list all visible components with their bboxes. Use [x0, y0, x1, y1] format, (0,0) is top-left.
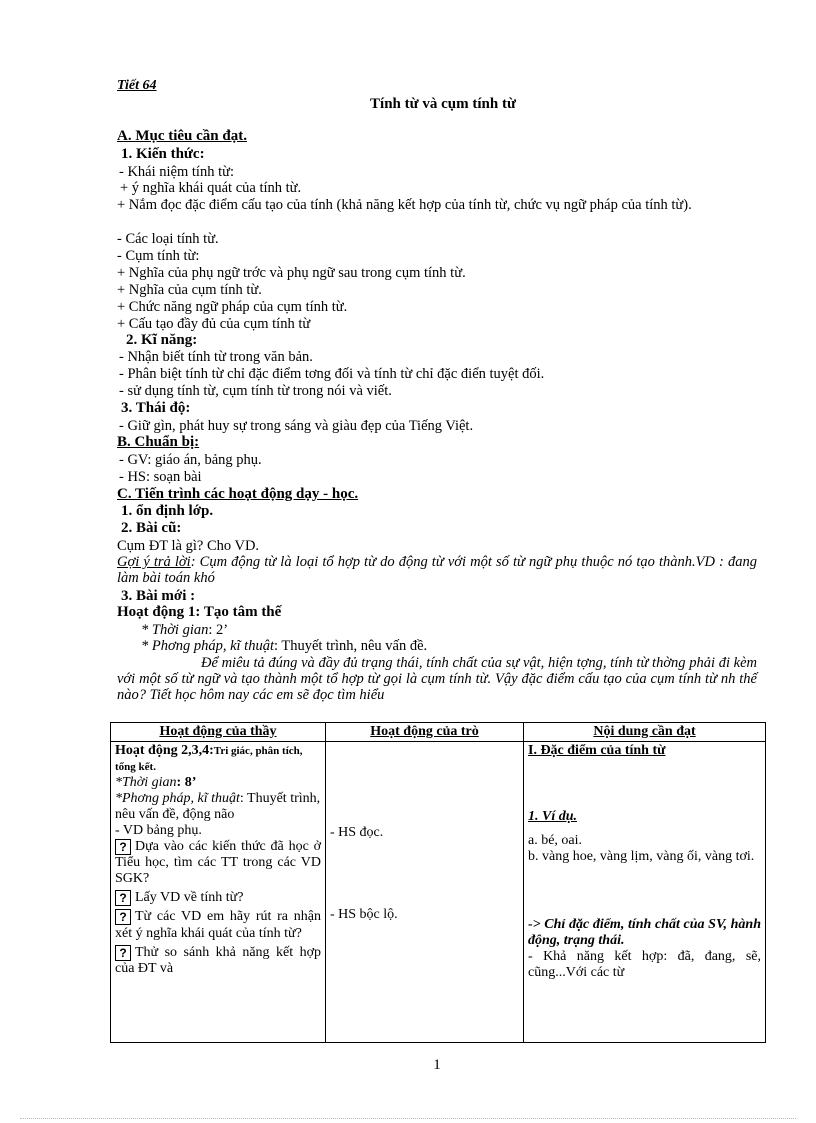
- activity-1-method: [141, 638, 427, 654]
- section-b-heading: B. Chuẩn bị:: [117, 434, 200, 450]
- method-label: * Phơng pháp, kĩ thuật: [141, 638, 274, 654]
- question-icon: ?: [115, 945, 131, 961]
- method-value: : Thuyết trình, nêu vấn đề, động não: [115, 791, 321, 822]
- question-text: Lấy VD về tính từ?: [135, 890, 244, 906]
- example-b: b. vàng hoe, vàng lịm, vàng ối, vàng tơi.: [528, 849, 755, 864]
- skills-heading: 2. Kĩ năng:: [126, 332, 198, 348]
- section-c-heading: C. Tiến trình các hoạt động dạy - học.: [117, 486, 359, 502]
- teacher-method: [115, 791, 321, 823]
- preparation-line: - GV: giáo án, bảng phụ.: [119, 452, 262, 468]
- activity-steps: Tri giác, phân tích, tổng kết.: [115, 745, 303, 773]
- knowledge-line: + Nắm đọc đặc điểm cấu tạo của tính (khả năng kết hợp của tính từ, chức vụ ngữ pháp của tính từ).: [117, 197, 692, 213]
- step-3: 3. Bài mới :: [121, 588, 196, 604]
- skills-line: - sử dụng tính từ, cụm tính từ trong nói và viết.: [119, 383, 392, 399]
- example-heading: 1. Ví dụ.: [528, 809, 578, 824]
- intro-paragraph: Để miêu tả đúng và đầy đủ trạng thái, tính chất của sự vật, hiện tợng, tính từ thờng phải đi kèm với một số từ ngữ và tạo thành một tổ hợp từ gọi là cụm tính từ. Vậy đặc điểm cấu tạo của cụm tính từ nh thế nào? Tiết học hôm nay các em sẽ đọc tìm hiểu: [117, 655, 757, 703]
- attitude-heading: 3. Thái độ:: [121, 400, 191, 416]
- header-student: Hoạt động của trò: [326, 723, 524, 742]
- answer-hint-text: : Cụm động từ là loại tổ hợp từ do động từ với một số từ ngữ phụ thuộc nó tạo thành.VD : đang làm bài toán khó: [117, 554, 757, 586]
- answer-hint-label: Gợi ý trả lời: [117, 554, 191, 570]
- knowledge-line: + Cấu tạo đầy đủ của cụm tính từ: [117, 316, 311, 332]
- activity-1-time: [141, 622, 228, 638]
- question-4: [115, 945, 321, 977]
- activity-1-heading: Hoạt động 1: Tạo tâm thế: [117, 604, 282, 620]
- knowledge-line: - Các loại tính từ.: [117, 231, 219, 247]
- skills-line: - Phân biệt tính từ chỉ đặc điểm tơng đối và tính từ chỉ đặc điển tuyệt đối.: [119, 366, 545, 382]
- knowledge-line: + ý nghĩa khái quát của tính từ.: [120, 180, 302, 196]
- old-lesson-question: Cụm ĐT là gì? Cho VD.: [117, 538, 260, 554]
- activity-2-heading: [115, 743, 321, 775]
- conclusion: -> Chỉ đặc điểm, tính chất của SV, hành động, trạng thái.: [528, 917, 761, 948]
- example-a: a. bé, oai.: [528, 833, 583, 848]
- question-icon: ?: [115, 890, 131, 906]
- question-icon: ?: [115, 839, 131, 855]
- table-row: [111, 742, 766, 1043]
- knowledge-line: + Nghĩa của cụm tính từ.: [117, 282, 262, 298]
- lesson-title: Tính từ và cụm tính từ: [370, 96, 516, 112]
- knowledge-line: - Cụm tính từ:: [117, 248, 200, 264]
- knowledge-line: + Nghĩa của phụ ngữ trớc và phụ ngữ sau trong cụm tính từ.: [117, 265, 466, 281]
- question-3: [115, 909, 321, 941]
- answer-hint: [117, 554, 757, 586]
- time-label: * Thời gian: [141, 622, 209, 638]
- time-label: *Thời gian: [115, 775, 177, 790]
- question-text: Dựa vào các kiến thức đã học ở Tiểu học, tìm các TT trong các VD SGK?: [115, 839, 321, 887]
- knowledge-heading: 1. Kiến thức:: [121, 146, 205, 162]
- attitude-line: - Giữ gìn, phát huy sự trong sáng và giàu đẹp của Tiếng Việt.: [119, 418, 474, 434]
- table-header-row: [111, 723, 766, 742]
- student-cell: [326, 742, 524, 1043]
- method-value: : Thuyết trình, nêu vấn đề.: [274, 638, 428, 654]
- question-text: Thử so sánh khả năng kết hợp của ĐT và: [115, 944, 321, 976]
- content-heading: I. Đặc điểm của tính từ: [528, 743, 666, 758]
- lesson-number: Tiết 64: [117, 78, 157, 93]
- knowledge-line: - Khái niệm tính từ:: [119, 164, 234, 180]
- teacher-cell: [111, 742, 326, 1043]
- page-number: 1: [433, 1057, 441, 1073]
- question-2: [115, 890, 321, 906]
- section-a-heading: A. Mục tiêu cần đạt.: [117, 128, 247, 144]
- skills-line: - Nhận biết tính từ trong văn bản.: [119, 349, 313, 365]
- page-bottom-rule: [20, 1118, 796, 1119]
- header-teacher: Hoạt động của thầy: [111, 723, 326, 742]
- content-cell: [524, 742, 766, 1043]
- question-text: Từ các VD em hãy rút ra nhận xét ý nghĩa khái quát của tính từ?: [115, 909, 321, 941]
- question-icon: ?: [115, 909, 131, 925]
- header-content: Nội dung cần đạt: [524, 723, 766, 742]
- teacher-vd: - VD bảng phụ.: [115, 823, 202, 838]
- teacher-time: [115, 775, 321, 791]
- question-1: [115, 839, 321, 887]
- activity-table: [110, 722, 766, 1043]
- student-response-1: - HS đọc.: [330, 825, 384, 840]
- step-2: 2. Bài cũ:: [121, 520, 182, 536]
- preparation-line: - HS: soạn bài: [119, 469, 202, 485]
- time-value: : 2’: [208, 622, 229, 638]
- student-response-2: - HS bộc lộ.: [330, 907, 398, 922]
- step-1: 1. ổn định lớp.: [121, 503, 214, 519]
- activity-label: Hoạt động 2,3,4:: [115, 743, 214, 758]
- knowledge-line: + Chức năng ngữ pháp của cụm tính từ.: [117, 299, 348, 315]
- time-value: : 8’: [176, 775, 197, 790]
- combination-note: - Khả năng kết hợp: đã, đang, sẽ, cũng...Với các từ: [528, 949, 761, 980]
- method-label: *Phơng pháp, kĩ thuật: [115, 791, 240, 806]
